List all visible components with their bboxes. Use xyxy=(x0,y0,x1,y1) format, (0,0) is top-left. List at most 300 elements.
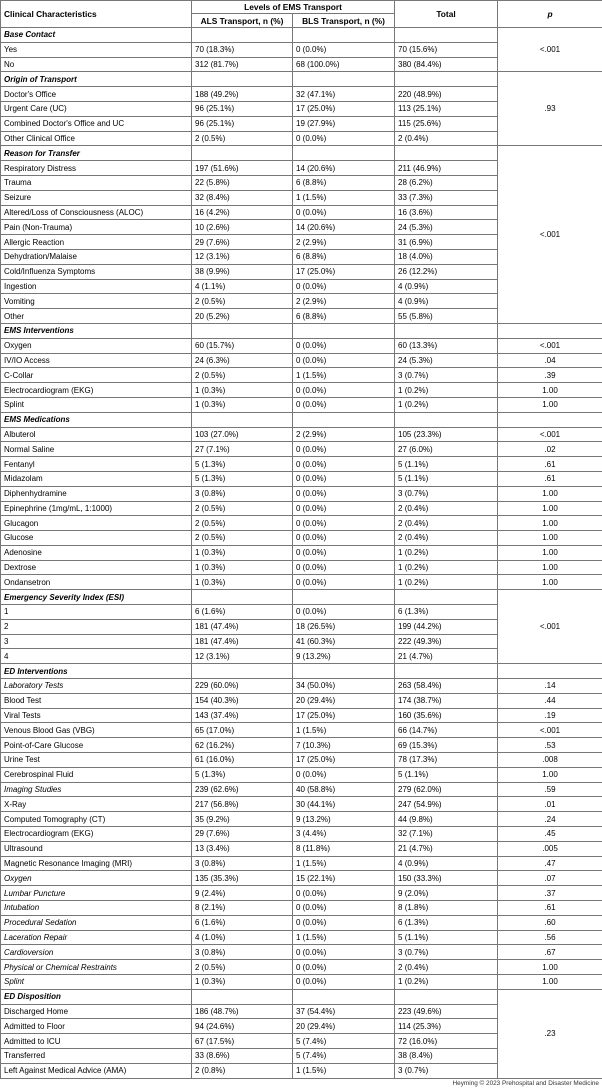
table-row xyxy=(1,797,602,812)
row-label: Doctor's Office xyxy=(1,87,192,102)
als-value: 181 (47.4%) xyxy=(192,619,293,634)
als-value: 20 (5.2%) xyxy=(192,309,293,324)
bls-value: 0 (0.0%) xyxy=(293,353,395,368)
total-value: 44 (9.8%) xyxy=(395,812,498,827)
total-value: 5 (1.1%) xyxy=(395,930,498,945)
section-title: ED Disposition xyxy=(1,989,192,1004)
row-label: Laboratory Tests xyxy=(1,679,192,694)
empty-cell xyxy=(395,146,498,161)
als-value: 6 (1.6%) xyxy=(192,605,293,620)
als-value: 5 (1.3%) xyxy=(192,457,293,472)
als-value: 38 (9.9%) xyxy=(192,264,293,279)
row-label: Altered/Loss of Consciousness (ALOC) xyxy=(1,205,192,220)
row-label: Ultrasound xyxy=(1,841,192,856)
als-value: 2 (0.5%) xyxy=(192,131,293,146)
total-value: 211 (46.9%) xyxy=(395,161,498,176)
bls-value: 0 (0.0%) xyxy=(293,575,395,590)
bls-value: 0 (0.0%) xyxy=(293,545,395,560)
als-value: 2 (0.5%) xyxy=(192,294,293,309)
als-value: 2 (0.5%) xyxy=(192,368,293,383)
bls-value: 3 (4.4%) xyxy=(293,827,395,842)
bls-value: 0 (0.0%) xyxy=(293,486,395,501)
row-p-value: .02 xyxy=(498,442,602,457)
bls-value: 0 (0.0%) xyxy=(293,886,395,901)
bls-value: 34 (50.0%) xyxy=(293,679,395,694)
als-value: 6 (1.6%) xyxy=(192,915,293,930)
als-value: 5 (1.3%) xyxy=(192,471,293,486)
table-row xyxy=(1,841,602,856)
row-p-value: .24 xyxy=(498,812,602,827)
total-value: 9 (2.0%) xyxy=(395,886,498,901)
als-value: 186 (48.7%) xyxy=(192,1004,293,1019)
bls-value: 0 (0.0%) xyxy=(293,457,395,472)
row-label: X-Ray xyxy=(1,797,192,812)
als-value: 22 (5.8%) xyxy=(192,175,293,190)
bls-value: 17 (25.0%) xyxy=(293,101,395,116)
empty-cell xyxy=(498,323,602,338)
table-row xyxy=(1,708,602,723)
table-row xyxy=(1,827,602,842)
section-title: Origin of Transport xyxy=(1,72,192,87)
row-label: Albuterol xyxy=(1,427,192,442)
bls-value: 17 (25.0%) xyxy=(293,708,395,723)
als-value: 239 (62.6%) xyxy=(192,782,293,797)
bls-value: 0 (0.0%) xyxy=(293,605,395,620)
als-value: 62 (16.2%) xyxy=(192,738,293,753)
row-label: Electrocardiogram (EKG) xyxy=(1,827,192,842)
total-value: 1 (0.2%) xyxy=(395,397,498,412)
row-p-value: <.001 xyxy=(498,338,602,353)
bls-value: 0 (0.0%) xyxy=(293,501,395,516)
table-row xyxy=(1,753,602,768)
total-value: 380 (84.4%) xyxy=(395,57,498,72)
als-value: 3 (0.8%) xyxy=(192,856,293,871)
section-title: Base Contact xyxy=(1,28,192,43)
section-title: EMS Medications xyxy=(1,412,192,427)
section-p-value: .93 xyxy=(498,72,602,146)
table-row xyxy=(1,516,602,531)
table-row xyxy=(1,782,602,797)
empty-cell xyxy=(395,989,498,1004)
bls-value: 6 (8.8%) xyxy=(293,175,395,190)
total-value: 21 (4.7%) xyxy=(395,649,498,664)
bls-value: 0 (0.0%) xyxy=(293,279,395,294)
bls-value: 0 (0.0%) xyxy=(293,531,395,546)
row-label: Viral Tests xyxy=(1,708,192,723)
als-value: 1 (0.3%) xyxy=(192,545,293,560)
total-value: 66 (14.7%) xyxy=(395,723,498,738)
als-value: 13 (3.4%) xyxy=(192,841,293,856)
bls-value: 32 (47.1%) xyxy=(293,87,395,102)
als-value: 5 (1.3%) xyxy=(192,767,293,782)
als-value: 29 (7.6%) xyxy=(192,827,293,842)
als-value: 33 (8.6%) xyxy=(192,1048,293,1063)
table-row xyxy=(1,738,602,753)
als-value: 67 (17.5%) xyxy=(192,1034,293,1049)
row-label: Dextrose xyxy=(1,560,192,575)
bls-value: 0 (0.0%) xyxy=(293,560,395,575)
bls-value: 0 (0.0%) xyxy=(293,205,395,220)
total-value: 2 (0.4%) xyxy=(395,131,498,146)
empty-cell xyxy=(293,28,395,43)
total-value: 60 (13.3%) xyxy=(395,338,498,353)
row-p-value: 1.00 xyxy=(498,960,602,975)
section-header-row xyxy=(1,323,602,338)
total-value: 5 (1.1%) xyxy=(395,457,498,472)
row-label: Combined Doctor's Office and UC xyxy=(1,116,192,131)
row-label: Ingestion xyxy=(1,279,192,294)
table-row xyxy=(1,871,602,886)
empty-cell xyxy=(293,146,395,161)
row-label: Oxygen xyxy=(1,871,192,886)
row-p-value: .61 xyxy=(498,471,602,486)
row-label: Physical or Chemical Restraints xyxy=(1,960,192,975)
total-value: 1 (0.2%) xyxy=(395,575,498,590)
als-value: 154 (40.3%) xyxy=(192,693,293,708)
total-value: 24 (5.3%) xyxy=(395,353,498,368)
header-p-value: p xyxy=(498,1,602,28)
row-p-value: 1.00 xyxy=(498,560,602,575)
row-label: 4 xyxy=(1,649,192,664)
section-title: Emergency Severity Index (ESI) xyxy=(1,590,192,605)
empty-cell xyxy=(293,664,395,679)
total-value: 3 (0.7%) xyxy=(395,945,498,960)
row-p-value: <.001 xyxy=(498,427,602,442)
empty-cell xyxy=(192,412,293,427)
als-value: 24 (6.3%) xyxy=(192,353,293,368)
row-label: 2 xyxy=(1,619,192,634)
als-value: 4 (1.0%) xyxy=(192,930,293,945)
section-header-row xyxy=(1,590,602,605)
row-p-value: .07 xyxy=(498,871,602,886)
als-value: 65 (17.0%) xyxy=(192,723,293,738)
row-p-value: 1.00 xyxy=(498,397,602,412)
als-value: 2 (0.5%) xyxy=(192,960,293,975)
row-p-value: 1.00 xyxy=(498,501,602,516)
total-value: 78 (17.3%) xyxy=(395,753,498,768)
row-label: Cold/Influenza Symptoms xyxy=(1,264,192,279)
total-value: 115 (25.6%) xyxy=(395,116,498,131)
row-p-value: 1.00 xyxy=(498,531,602,546)
row-p-value: .04 xyxy=(498,353,602,368)
total-value: 38 (8.4%) xyxy=(395,1048,498,1063)
bls-value: 17 (25.0%) xyxy=(293,753,395,768)
row-label: Laceration Repair xyxy=(1,930,192,945)
row-label: Respiratory Distress xyxy=(1,161,192,176)
row-label: Glucose xyxy=(1,531,192,546)
total-value: 2 (0.4%) xyxy=(395,516,498,531)
row-p-value: .59 xyxy=(498,782,602,797)
row-label: 1 xyxy=(1,605,192,620)
total-value: 222 (49.3%) xyxy=(395,634,498,649)
row-label: Oxygen xyxy=(1,338,192,353)
als-value: 96 (25.1%) xyxy=(192,116,293,131)
total-value: 174 (38.7%) xyxy=(395,693,498,708)
bls-value: 0 (0.0%) xyxy=(293,131,395,146)
als-value: 27 (7.1%) xyxy=(192,442,293,457)
total-value: 263 (58.4%) xyxy=(395,679,498,694)
als-value: 9 (2.4%) xyxy=(192,886,293,901)
table-row xyxy=(1,886,602,901)
row-p-value: 1.00 xyxy=(498,975,602,990)
bls-value: 1 (1.5%) xyxy=(293,723,395,738)
als-value: 35 (9.2%) xyxy=(192,812,293,827)
row-label: Ondansetron xyxy=(1,575,192,590)
total-value: 33 (7.3%) xyxy=(395,190,498,205)
table-row xyxy=(1,560,602,575)
als-value: 2 (0.5%) xyxy=(192,501,293,516)
bls-value: 8 (11.8%) xyxy=(293,841,395,856)
empty-cell xyxy=(192,323,293,338)
als-value: 12 (3.1%) xyxy=(192,649,293,664)
row-label: Cardioversion xyxy=(1,945,192,960)
bls-value: 0 (0.0%) xyxy=(293,901,395,916)
als-value: 3 (0.8%) xyxy=(192,486,293,501)
header-bls-transport: BLS Transport, n (%) xyxy=(293,14,395,28)
total-value: 6 (1.3%) xyxy=(395,915,498,930)
row-label: Trauma xyxy=(1,175,192,190)
als-value: 2 (0.8%) xyxy=(192,1063,293,1078)
row-p-value: .47 xyxy=(498,856,602,871)
row-label: 3 xyxy=(1,634,192,649)
row-label: Venous Blood Gas (VBG) xyxy=(1,723,192,738)
row-p-value: .53 xyxy=(498,738,602,753)
row-label: Glucagon xyxy=(1,516,192,531)
bls-value: 0 (0.0%) xyxy=(293,516,395,531)
empty-cell xyxy=(293,412,395,427)
row-label: Splint xyxy=(1,397,192,412)
empty-cell xyxy=(192,28,293,43)
total-value: 26 (12.2%) xyxy=(395,264,498,279)
table-row xyxy=(1,545,602,560)
row-p-value: 1.00 xyxy=(498,767,602,782)
row-label: Lumbar Puncture xyxy=(1,886,192,901)
table-row xyxy=(1,457,602,472)
row-p-value: .14 xyxy=(498,679,602,694)
row-label: Vomiting xyxy=(1,294,192,309)
total-value: 24 (5.3%) xyxy=(395,220,498,235)
section-header-row xyxy=(1,664,602,679)
row-label: Computed Tomography (CT) xyxy=(1,812,192,827)
row-p-value: 1.00 xyxy=(498,516,602,531)
total-value: 1 (0.2%) xyxy=(395,975,498,990)
bls-value: 0 (0.0%) xyxy=(293,960,395,975)
total-value: 69 (15.3%) xyxy=(395,738,498,753)
empty-cell xyxy=(395,412,498,427)
table-row xyxy=(1,723,602,738)
row-label: No xyxy=(1,57,192,72)
bls-value: 14 (20.6%) xyxy=(293,220,395,235)
als-value: 16 (4.2%) xyxy=(192,205,293,220)
als-value: 94 (24.6%) xyxy=(192,1019,293,1034)
bls-value: 0 (0.0%) xyxy=(293,397,395,412)
table-row xyxy=(1,679,602,694)
bls-value: 41 (60.3%) xyxy=(293,634,395,649)
section-p-value: <.001 xyxy=(498,590,602,664)
table-row xyxy=(1,353,602,368)
total-value: 279 (62.0%) xyxy=(395,782,498,797)
table-row xyxy=(1,442,602,457)
row-label: Cerebrospinal Fluid xyxy=(1,767,192,782)
als-value: 103 (27.0%) xyxy=(192,427,293,442)
total-value: 2 (0.4%) xyxy=(395,531,498,546)
row-label: Discharged Home xyxy=(1,1004,192,1019)
total-value: 150 (33.3%) xyxy=(395,871,498,886)
table-row xyxy=(1,486,602,501)
bls-value: 19 (27.9%) xyxy=(293,116,395,131)
row-label: Electrocardiogram (EKG) xyxy=(1,383,192,398)
table-row xyxy=(1,915,602,930)
row-label: Other xyxy=(1,309,192,324)
bls-value: 0 (0.0%) xyxy=(293,383,395,398)
header-clinical-characteristics: Clinical Characteristics xyxy=(1,1,192,28)
empty-cell xyxy=(293,590,395,605)
row-label: Procedural Sedation xyxy=(1,915,192,930)
row-label: Other Clinical Office xyxy=(1,131,192,146)
section-header-row xyxy=(1,72,602,87)
row-label: C-Collar xyxy=(1,368,192,383)
row-label: Pain (Non-Trauma) xyxy=(1,220,192,235)
total-value: 27 (6.0%) xyxy=(395,442,498,457)
row-label: Allergic Reaction xyxy=(1,235,192,250)
section-p-value: <.001 xyxy=(498,28,602,72)
empty-cell xyxy=(192,989,293,1004)
total-value: 3 (0.7%) xyxy=(395,368,498,383)
table-row xyxy=(1,960,602,975)
als-value: 188 (49.2%) xyxy=(192,87,293,102)
total-value: 105 (23.3%) xyxy=(395,427,498,442)
total-value: 220 (48.9%) xyxy=(395,87,498,102)
section-title: ED Interventions xyxy=(1,664,192,679)
total-value: 72 (16.0%) xyxy=(395,1034,498,1049)
total-value: 32 (7.1%) xyxy=(395,827,498,842)
als-value: 312 (81.7%) xyxy=(192,57,293,72)
als-value: 1 (0.3%) xyxy=(192,560,293,575)
bls-value: 0 (0.0%) xyxy=(293,915,395,930)
empty-cell xyxy=(395,590,498,605)
row-label: Seizure xyxy=(1,190,192,205)
bls-value: 6 (8.8%) xyxy=(293,309,395,324)
bls-value: 0 (0.0%) xyxy=(293,442,395,457)
table-row xyxy=(1,531,602,546)
bls-value: 14 (20.6%) xyxy=(293,161,395,176)
total-value: 2 (0.4%) xyxy=(395,501,498,516)
empty-cell xyxy=(498,412,602,427)
als-value: 217 (56.8%) xyxy=(192,797,293,812)
als-value: 1 (0.3%) xyxy=(192,975,293,990)
table-row xyxy=(1,856,602,871)
empty-cell xyxy=(395,323,498,338)
row-label: Intubation xyxy=(1,901,192,916)
als-value: 197 (51.6%) xyxy=(192,161,293,176)
row-label: Normal Saline xyxy=(1,442,192,457)
row-p-value: .44 xyxy=(498,693,602,708)
total-value: 2 (0.4%) xyxy=(395,960,498,975)
row-label: Midazolam xyxy=(1,471,192,486)
total-value: 223 (49.6%) xyxy=(395,1004,498,1019)
row-label: Blood Test xyxy=(1,693,192,708)
total-value: 247 (54.9%) xyxy=(395,797,498,812)
bls-value: 1 (1.5%) xyxy=(293,190,395,205)
als-value: 8 (2.1%) xyxy=(192,901,293,916)
bls-value: 37 (54.4%) xyxy=(293,1004,395,1019)
row-p-value: <.001 xyxy=(498,723,602,738)
bls-value: 0 (0.0%) xyxy=(293,338,395,353)
empty-cell xyxy=(192,664,293,679)
row-label: Dehydration/Malaise xyxy=(1,249,192,264)
als-value: 10 (2.6%) xyxy=(192,220,293,235)
section-header-row xyxy=(1,28,602,43)
total-value: 1 (0.2%) xyxy=(395,560,498,575)
row-p-value: .008 xyxy=(498,753,602,768)
table-row xyxy=(1,471,602,486)
bls-value: 9 (13.2%) xyxy=(293,812,395,827)
table-body xyxy=(1,28,602,1079)
empty-cell xyxy=(192,590,293,605)
total-value: 5 (1.1%) xyxy=(395,471,498,486)
bls-value: 1 (1.5%) xyxy=(293,930,395,945)
table-row xyxy=(1,368,602,383)
row-p-value: .61 xyxy=(498,901,602,916)
empty-cell xyxy=(395,72,498,87)
bls-value: 0 (0.0%) xyxy=(293,767,395,782)
bls-value: 0 (0.0%) xyxy=(293,945,395,960)
row-p-value: .67 xyxy=(498,945,602,960)
table-row xyxy=(1,338,602,353)
section-p-value: .23 xyxy=(498,989,602,1078)
row-label: Epinephrine (1mg/mL, 1:1000) xyxy=(1,501,192,516)
table-row xyxy=(1,575,602,590)
total-value: 4 (0.9%) xyxy=(395,279,498,294)
bls-value: 68 (100.0%) xyxy=(293,57,395,72)
bls-value: 30 (44.1%) xyxy=(293,797,395,812)
bls-value: 1 (1.5%) xyxy=(293,856,395,871)
bls-value: 2 (2.9%) xyxy=(293,235,395,250)
bls-value: 0 (0.0%) xyxy=(293,975,395,990)
row-p-value: .56 xyxy=(498,930,602,945)
bls-value: 1 (1.5%) xyxy=(293,368,395,383)
total-value: 8 (1.8%) xyxy=(395,901,498,916)
als-value: 32 (8.4%) xyxy=(192,190,293,205)
als-value: 70 (18.3%) xyxy=(192,42,293,57)
row-label: Yes xyxy=(1,42,192,57)
bls-value: 1 (1.5%) xyxy=(293,1063,395,1078)
table-row xyxy=(1,812,602,827)
empty-cell xyxy=(498,664,602,679)
als-value: 96 (25.1%) xyxy=(192,101,293,116)
als-value: 229 (60.0%) xyxy=(192,679,293,694)
total-value: 5 (1.1%) xyxy=(395,767,498,782)
section-header-row xyxy=(1,146,602,161)
table-row xyxy=(1,693,602,708)
table-row xyxy=(1,930,602,945)
empty-cell xyxy=(293,323,395,338)
header-als-transport: ALS Transport, n (%) xyxy=(192,14,293,28)
bls-value: 0 (0.0%) xyxy=(293,471,395,486)
row-label: Diphenhydramine xyxy=(1,486,192,501)
bls-value: 20 (29.4%) xyxy=(293,693,395,708)
als-value: 4 (1.1%) xyxy=(192,279,293,294)
als-value: 3 (0.8%) xyxy=(192,945,293,960)
table-row xyxy=(1,945,602,960)
row-p-value: 1.00 xyxy=(498,575,602,590)
empty-cell xyxy=(395,664,498,679)
als-value: 2 (0.5%) xyxy=(192,531,293,546)
empty-cell xyxy=(293,989,395,1004)
table-row xyxy=(1,901,602,916)
bls-value: 15 (22.1%) xyxy=(293,871,395,886)
total-value: 21 (4.7%) xyxy=(395,841,498,856)
